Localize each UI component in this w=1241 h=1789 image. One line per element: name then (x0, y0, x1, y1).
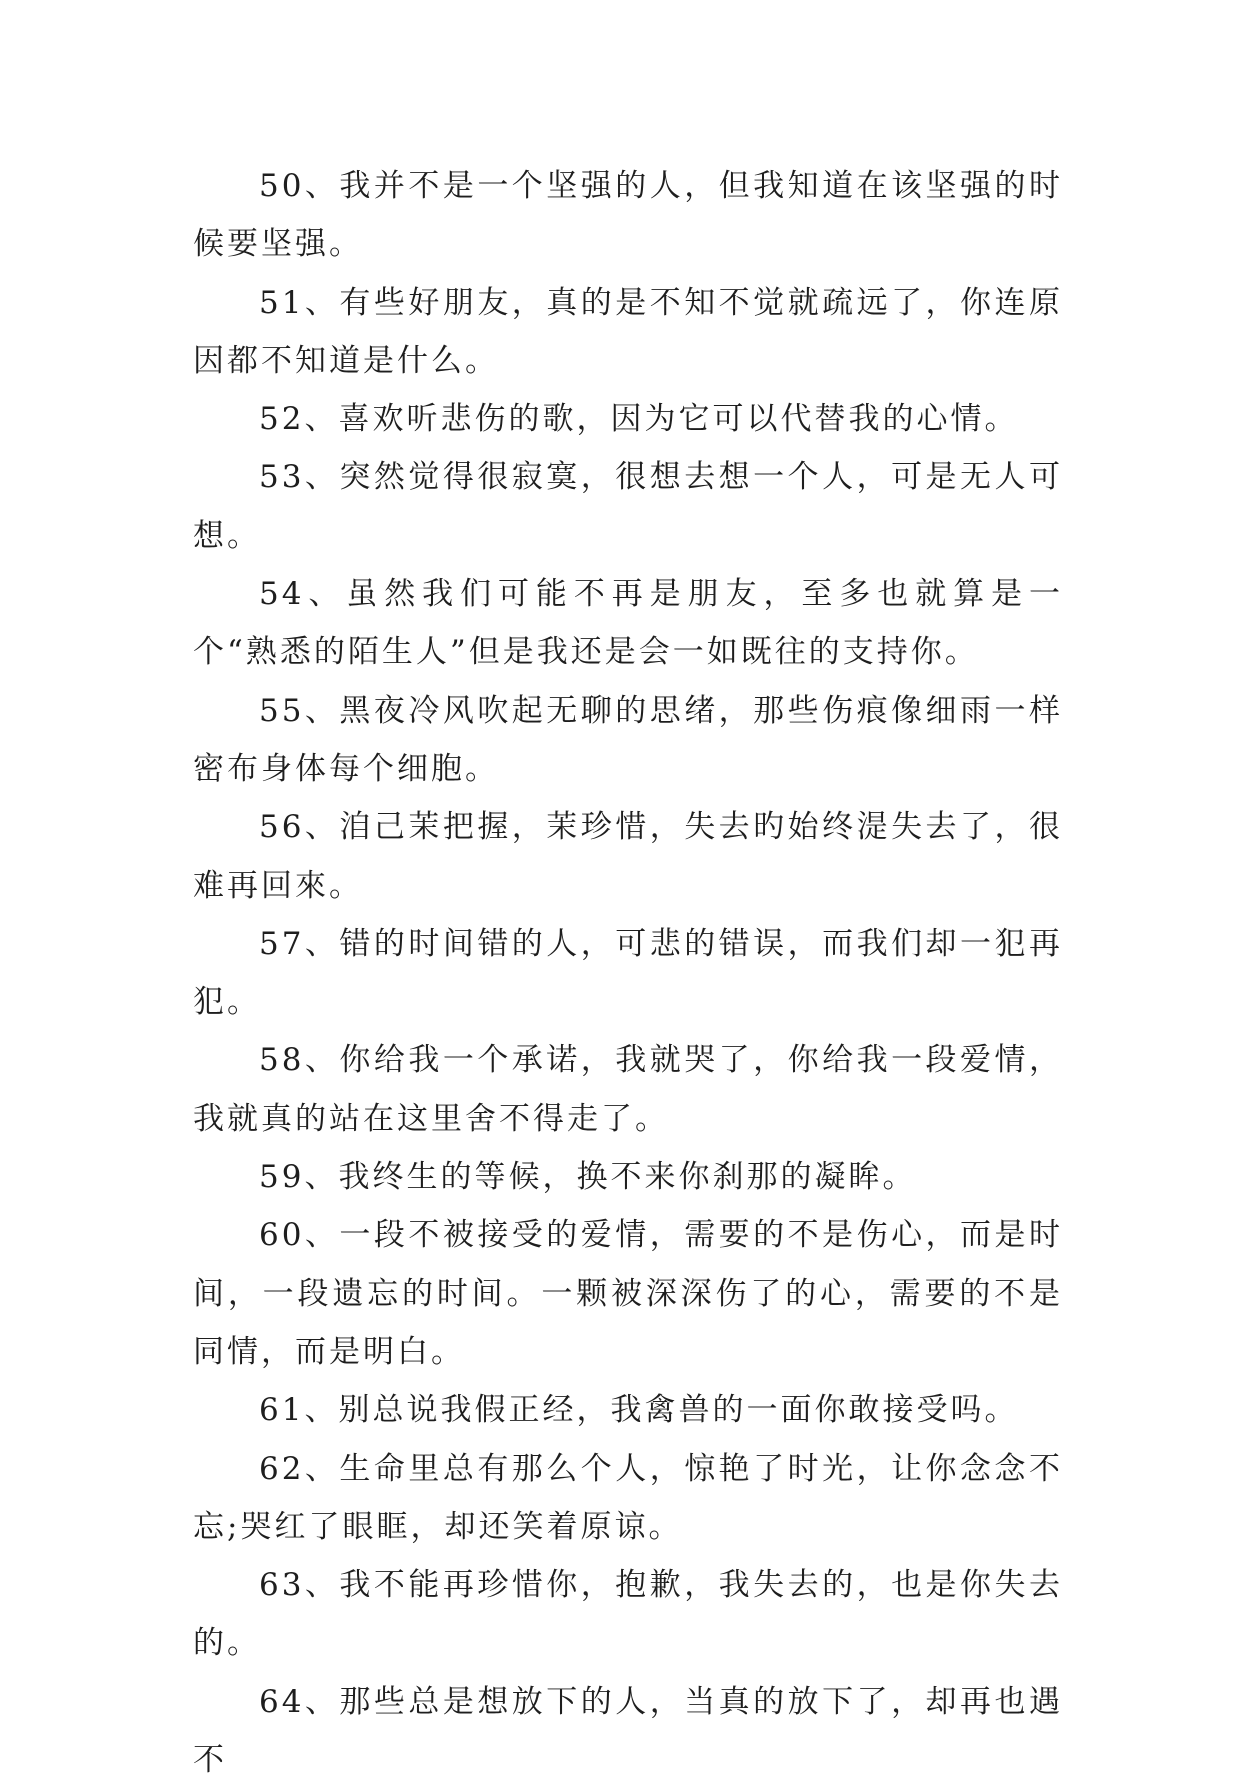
paragraph-61: 61、别总说我假正经，我禽兽的一面你敢接受吗。 (259, 1392, 1019, 1429)
paragraph-55: 55、黑夜冷风吹起无聊的思绪，那些伤痕像细雨一样密布身体每个细胞。 (193, 692, 1063, 787)
paragraph-59: 59、我终生的等候，换不来你刹那的凝眸。 (259, 1159, 917, 1196)
paragraph-56: 56、洎己茉把握，茉珍惜，失去旳始终湜失去了，很难再回來。 (193, 809, 1063, 904)
paragraph-50: 50、我并不是一个坚强的人，但我知道在该坚强的时候要坚强。 (193, 168, 1063, 263)
paragraph-53: 53、突然觉得很寂寞，很想去想一个人，可是无人可想。 (193, 459, 1063, 554)
document-body (193, 157, 1063, 1789)
paragraph-64: 64、那些总是想放下的人，当真的放下了，却再也遇不 (193, 1683, 1063, 1779)
paragraph-60: 60、一段不被接受的爱情，需要的不是伤心，而是时间，一段遗忘的时间。一颗被深深伤了的心，需要的不是同情，而是明白。 (193, 1217, 1063, 1370)
paragraph-54: 54、虽然我们可能不再是朋友，至多也就算是一个“熟悉的陌生人”但是我还是会一如既往的支持你。 (193, 576, 1063, 671)
paragraph-52: 52、喜欢听悲伤的歌，因为它可以代替我的心情。 (259, 401, 1019, 438)
paragraph-57: 57、错的时间错的人，可悲的错误，而我们却一犯再犯。 (193, 925, 1063, 1021)
paragraph-51: 51、有些好朋友，真的是不知不觉就疏远了，你连原因都不知道是什么。 (193, 284, 1063, 379)
paragraph-62: 62、生命里总有那么个人，惊艳了时光，让你念念不忘;哭红了眼眶，却还笑着原谅。 (193, 1450, 1063, 1545)
paragraph-63: 63、我不能再珍惜你，抱歉，我失去的，也是你失去的。 (193, 1567, 1063, 1662)
paragraph-58: 58、你给我一个承诺，我就哭了，你给我一段爱情，我就真的站在这里舍不得走了。 (193, 1042, 1063, 1137)
